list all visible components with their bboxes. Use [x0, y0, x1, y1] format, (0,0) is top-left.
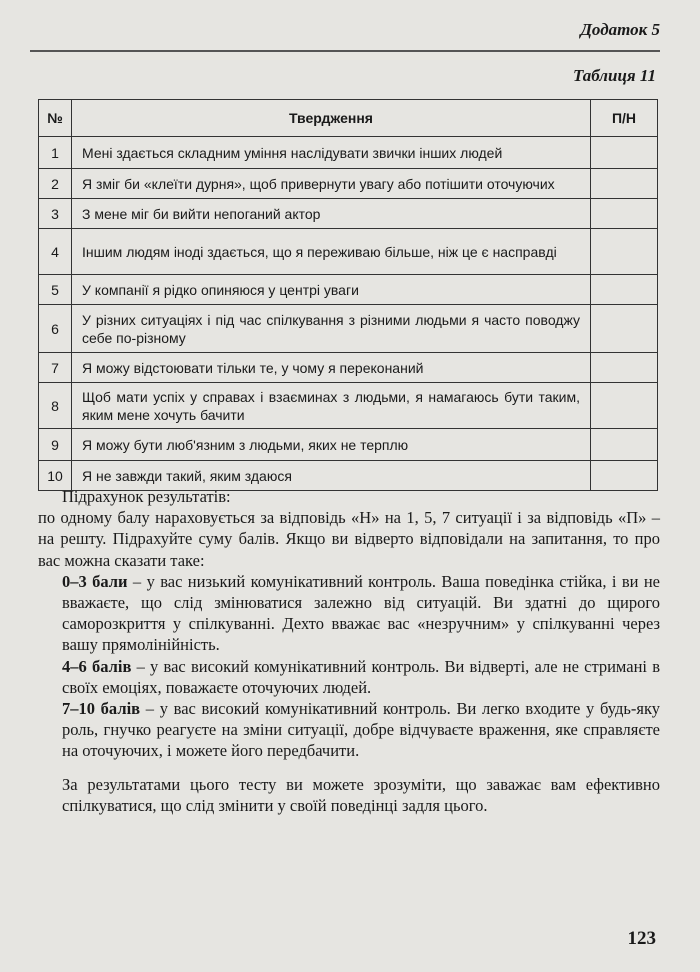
row-number: 9	[39, 429, 72, 461]
row-number: 1	[39, 137, 72, 169]
answer-cell[interactable]	[591, 429, 658, 461]
row-number: 4	[39, 229, 72, 275]
row-number: 2	[39, 169, 72, 199]
table-row	[39, 383, 658, 429]
row-statement: Я можу бути люб'язним з людьми, яких не терплю	[72, 429, 591, 461]
row-statement: Іншим людям іноді здається, що я переживаю більше, ніж це є насправді	[72, 229, 591, 275]
table-row	[39, 305, 658, 353]
row-number: 5	[39, 275, 72, 305]
table-row	[39, 169, 658, 199]
table-header-row	[39, 100, 658, 137]
results-heading: Підрахунок результатів:	[62, 487, 231, 506]
row-number: 7	[39, 353, 72, 383]
row-statement: Я не завжди такий, яким здаюся	[72, 461, 591, 491]
result-level-high	[62, 698, 660, 762]
row-statement: У компанії я рідко опиняюся у центрі уваги	[72, 275, 591, 305]
appendix-label: Додаток 5	[580, 20, 660, 39]
result-level-low	[62, 571, 660, 656]
result-level-medium	[62, 656, 660, 698]
row-statement: З мене міг би вийти непоганий актор	[72, 199, 591, 229]
results-intro: по одному балу нараховується за відповідь «Н» на 1, 5, 7 ситуації і за відповідь «П» – на решту. Підрахуйте суму балів. Якщо ви відверто відповідали на запитання, то про вас можна сказати таке:	[38, 508, 660, 570]
answer-cell[interactable]	[591, 199, 658, 229]
result-description: – у вас високий комунікативний контроль. Ви легко входите у будь-яку роль, гнучко реагуєте на зміни ситуації, добре відчуваєте враження, яке справляєте на оточуючих, і можете його передбачити.	[62, 699, 660, 761]
table-row	[39, 229, 658, 275]
row-number: 8	[39, 383, 72, 429]
table-row	[39, 275, 658, 305]
result-description: – у вас низький комунікативний контроль. Ваша поведінка стійка, і ви не вважаєте, що слід змінюватися залежно від ситуацій. Ви здатні до щирого саморозкриття у спілкуванні. Дехто вважає вас «незручним» у спілкуванні через вашу прямолінійність.	[62, 571, 660, 655]
statements-table	[38, 99, 658, 491]
answer-cell[interactable]	[591, 137, 658, 169]
page-number: 123	[627, 928, 656, 949]
result-range: 4–6 балів	[62, 656, 132, 676]
table-row	[39, 199, 658, 229]
answer-cell[interactable]	[591, 305, 658, 353]
result-range: 0–3 бали	[62, 571, 128, 591]
table-row	[39, 137, 658, 169]
results-conclusion: За результатами цього тесту ви можете зрозуміти, що заважає вам ефективно спілкуватися, що слід змінити у своїй поведінці задля цього.	[62, 774, 660, 815]
result-range: 7–10 балів	[62, 699, 141, 719]
results-section	[38, 486, 661, 816]
answer-cell[interactable]	[591, 169, 658, 199]
row-statement: Щоб мати успіх у справах і взаєминах з людьми, я намагаюсь бути таким, яким мене хочуть бачити	[72, 383, 591, 429]
row-statement: У різних ситуаціях і під час спілкування з різними людьми я часто поводжу себе по-різному	[72, 305, 591, 353]
row-number: 6	[39, 305, 72, 353]
table-row	[39, 353, 658, 383]
column-header-answer: П/Н	[591, 100, 658, 137]
row-number: 10	[39, 461, 72, 491]
answer-cell[interactable]	[591, 353, 658, 383]
answer-cell[interactable]	[591, 383, 658, 429]
running-header	[30, 18, 660, 52]
column-header-statement: Твердження	[72, 100, 591, 137]
table-row	[39, 429, 658, 461]
column-header-number: №	[39, 100, 72, 137]
row-statement: Я зміг би «клеїти дурня», щоб привернути увагу або потішити оточуючих	[72, 169, 591, 199]
result-description: – у вас високий комунікативний контроль. Ви відверті, але не стримані в своїх емоціях, поважаєте оточуючих людей.	[62, 656, 661, 697]
row-number: 3	[39, 199, 72, 229]
answer-cell[interactable]	[591, 275, 658, 305]
answer-cell[interactable]	[591, 229, 658, 275]
row-statement: Мені здається складним уміння наслідувати звички інших людей	[72, 137, 591, 169]
row-statement: Я можу відстоювати тільки те, у чому я переконаний	[72, 353, 591, 383]
table-caption: Таблиця 11	[572, 66, 656, 85]
